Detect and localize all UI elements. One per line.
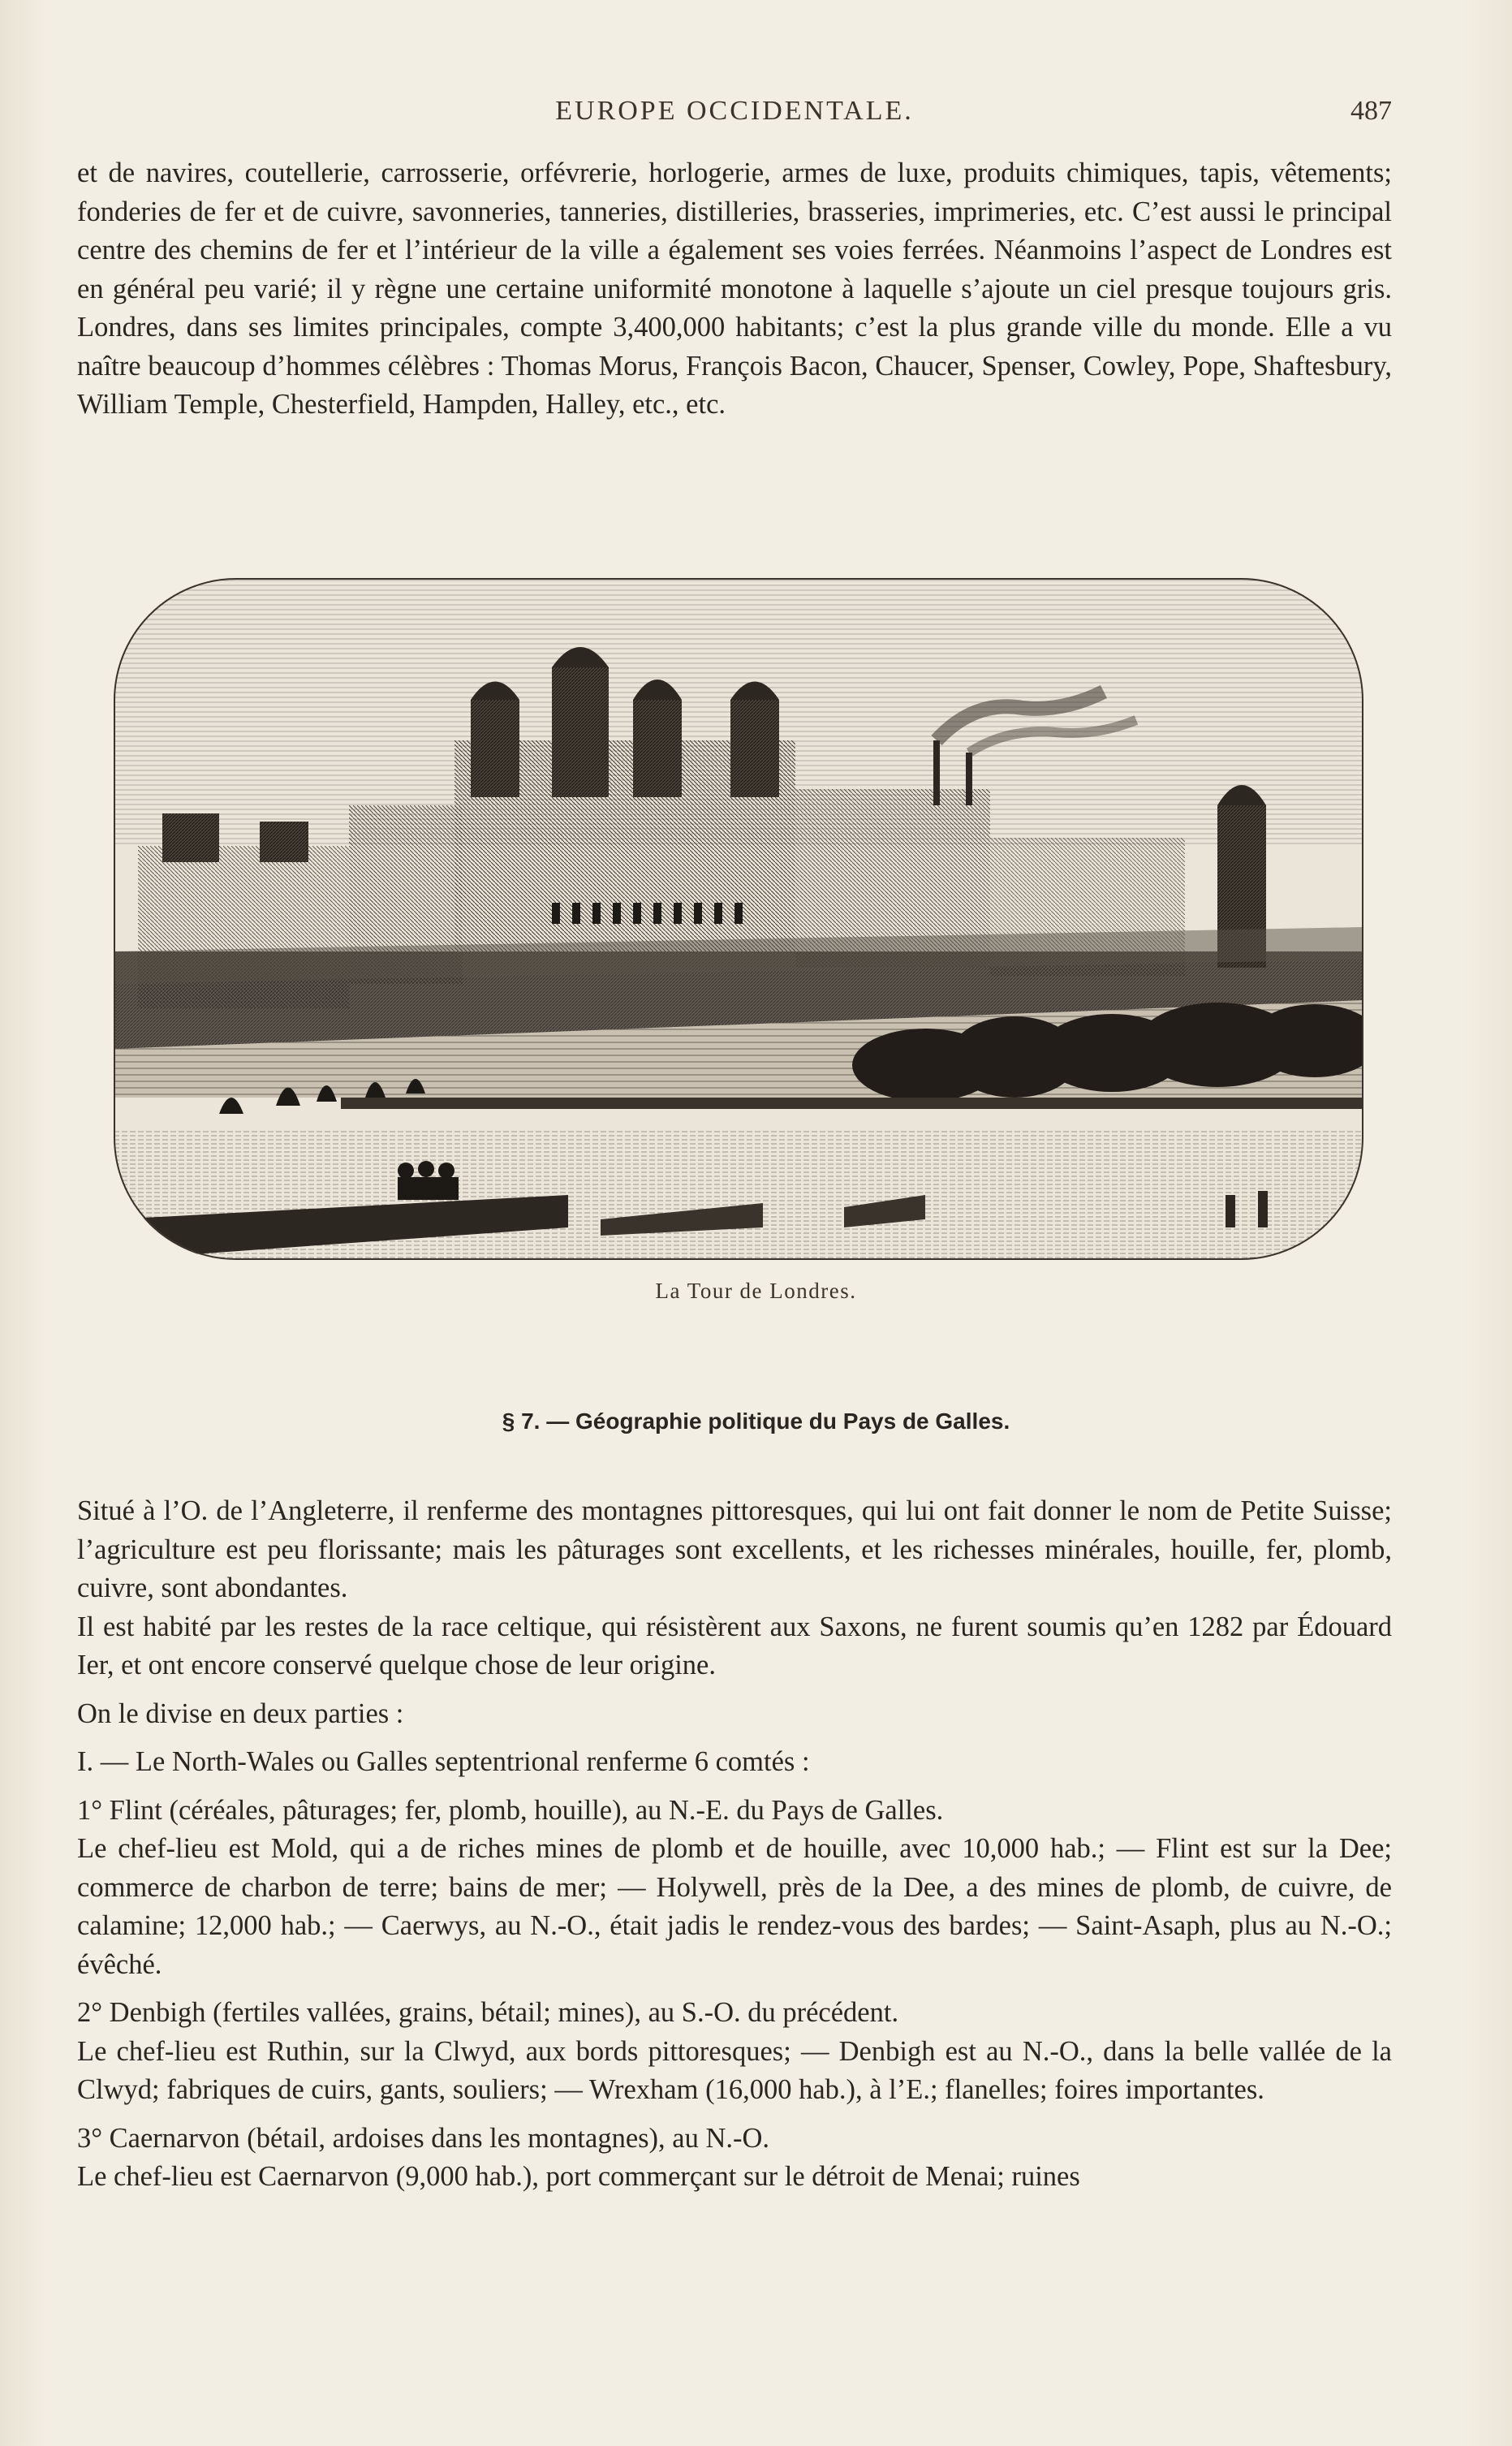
top-paragraph: et de navires, coutellerie, carrosserie, orfévrerie, horlogerie, armes de luxe, produits chimiques, tapis, vêtements; fonderies de fer et de cuivre, savonneries, tanneries, distilleries, brasseries, imprimeries, etc. C’est aussi le principal centre des chemins de fer et l’intérieur de la ville a également ses voies ferrées. Néanmoins l’aspect de Londres est en général peu varié; il y règne une certaine uniformité monotone à laquelle s’ajoute un ciel presque toujours gris. Londres, dans ses limites principales, compte 3,400,000 habitants; c’est la plus grande ville du monde. Elle a vu naître beaucoup d’hommes célèbres : Thomas Morus, François Bacon, Chaucer, Spenser, Cowley, Pope, Shaftesbury, William Temple, Chesterfield, Hampden, Halley, etc., etc.	[77, 157, 1392, 420]
tower-of-london-engraving	[114, 578, 1363, 1260]
tower-of-london-engraving-figure	[114, 578, 1363, 1260]
paragraph-7: 2° Denbigh (fertiles vallées, grains, bétail; mines), au S.-O. du précédent.	[77, 1997, 899, 2028]
page-number: 487	[1350, 96, 1392, 126]
paragraph-6: Le chef-lieu est Mold, qui a de riches mines de plomb et de houille, avec 10,000 hab.; — Flint est sur la Dee; commerce de charbon de terre; bains de mer; — Holywell, près de la Dee, a des mines de plomb, de cuivre, de calamine; 12,000 hab.; — Caerwys, au N.-O., était jadis le rendez-vous des bardes; — Saint-Asaph, plus au N.-O.; évêché.	[77, 1833, 1392, 1980]
running-head	[77, 96, 1392, 136]
paragraph-3: On le divise en deux parties :	[77, 1698, 404, 1729]
paragraph-9: 3° Caernarvon (bétail, ardoises dans les montagnes), au N.-O.	[77, 2122, 770, 2154]
paragraph-4: I. — Le North-Wales ou Galles septentrional renferme 6 comtés :	[77, 1746, 810, 1777]
figure-caption: La Tour de Londres.	[655, 1279, 857, 1303]
running-title: EUROPE OCCIDENTALE.	[555, 96, 914, 126]
paragraph-2: Il est habité par les restes de la race celtique, qui résistèrent aux Saxons, ne furent soumis qu’en 1282 par Édouard Ier, et ont encore conservé quelque chose de leur origine.	[77, 1611, 1392, 1680]
top-paragraph-block	[77, 154, 1392, 425]
paragraph-8: Le chef-lieu est Ruthin, sur la Clwyd, aux bords pittoresques; — Denbigh est au N.-O., dans la belle vallée de la Clwyd; fabriques de cuirs, gants, souliers; — Wrexham (16,000 hab.), à l’E.; flanelles; foires importantes.	[77, 2035, 1392, 2105]
paragraph-5: 1° Flint (céréales, pâturages; fer, plomb, houille), au N.-E. du Pays de Galles.	[77, 1794, 944, 1826]
paragraph-1: Situé à l’O. de l’Angleterre, il renferme des montagnes pittoresques, qui lui ont fait donner le nom de Petite Suisse; l’agriculture est peu florissante; mais les pâturages sont excellents, et les richesses minérales, houille, fer, plomb, cuivre, sont abondantes.	[77, 1495, 1392, 1603]
paragraph-10: Le chef-lieu est Caernarvon (9,000 hab.), port commerçant sur le détroit de Menai; ruines	[77, 2161, 1080, 2192]
section-heading: § 7. — Géographie politique du Pays de Galles.	[502, 1408, 1010, 1434]
section-body	[77, 1492, 1392, 2197]
